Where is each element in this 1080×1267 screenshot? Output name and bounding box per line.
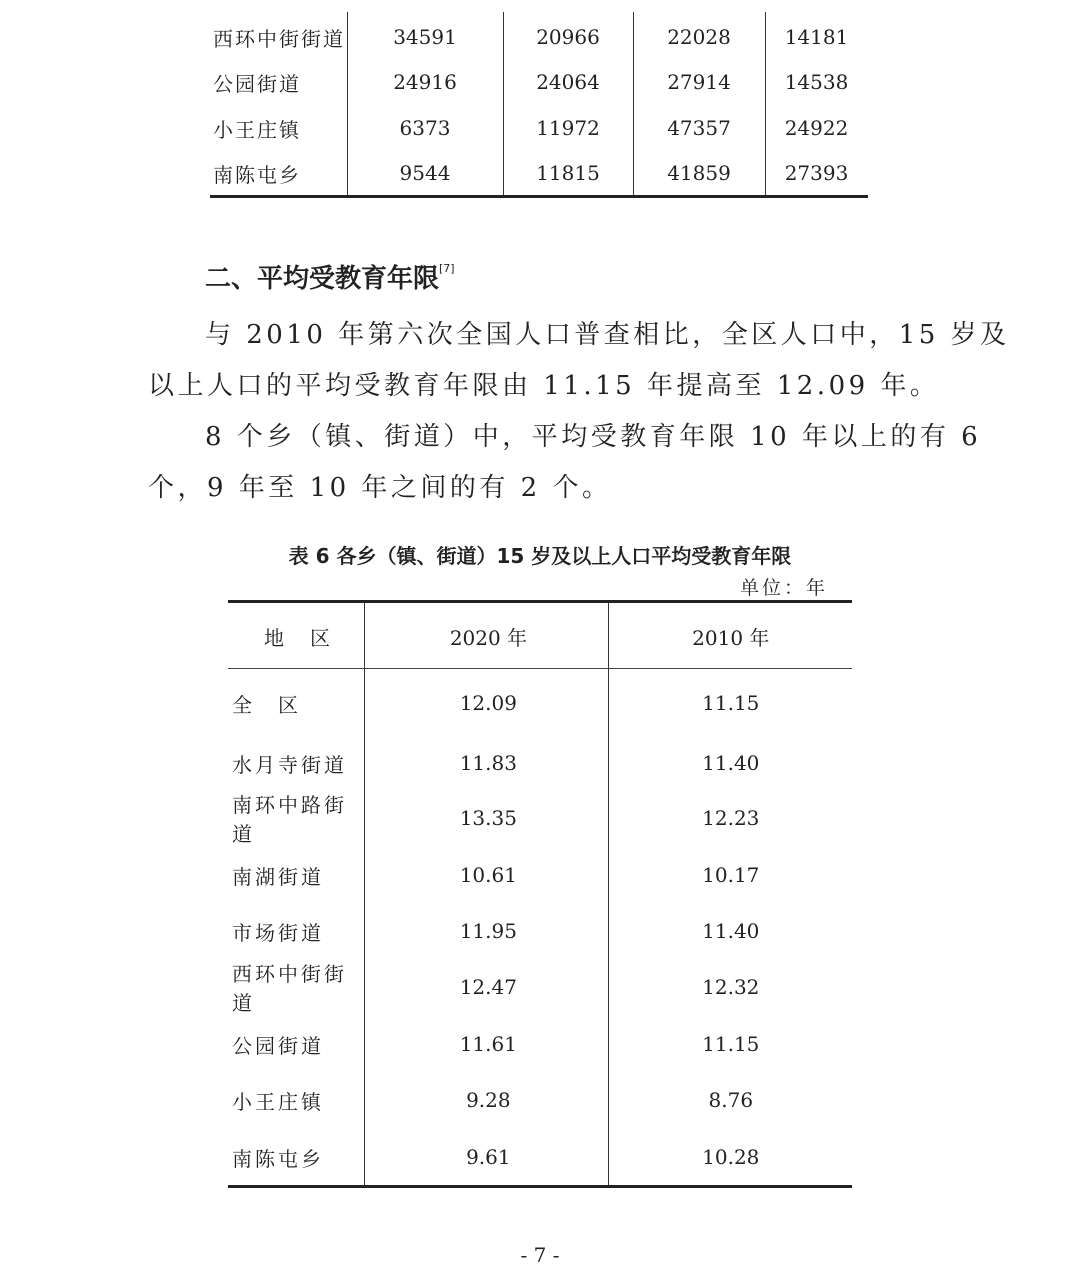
area-name: 南湖街道 bbox=[232, 864, 324, 889]
area-name: 西环中街街道 bbox=[213, 26, 345, 51]
table6-row bbox=[228, 1132, 852, 1182]
header-2020: 2020 年 bbox=[449, 625, 528, 650]
cell-value: 14181 bbox=[784, 25, 849, 49]
table6-row bbox=[228, 678, 852, 728]
area-name: 南环中路街道 bbox=[232, 793, 347, 846]
cell-value: 24064 bbox=[536, 70, 600, 94]
section-heading bbox=[205, 258, 455, 295]
page-number: - 7 - bbox=[520, 1243, 560, 1267]
footnote-marker: [7] bbox=[439, 262, 455, 275]
paragraph-line: 与 2010 年第六次全国人口普查相比，全区人口中，15 岁及 bbox=[205, 320, 1010, 350]
table5-row bbox=[213, 150, 868, 196]
cell-value: 12.09 bbox=[459, 691, 517, 715]
area-name: 小王庄镇 bbox=[232, 1089, 324, 1114]
cell-value: 9.61 bbox=[466, 1145, 511, 1169]
paragraph-line: 8 个乡（镇、街道）中，平均受教育年限 10 年以上的有 6 bbox=[205, 422, 982, 452]
cell-value: 12.23 bbox=[702, 806, 760, 830]
cell-value: 27914 bbox=[667, 70, 731, 94]
cell-value: 11.15 bbox=[702, 1032, 760, 1056]
cell-value: 11.40 bbox=[702, 751, 760, 775]
header-area: 地 区 bbox=[264, 625, 333, 650]
cell-value: 12.32 bbox=[702, 975, 760, 999]
cell-value: 8.76 bbox=[708, 1088, 754, 1112]
cell-value: 10.17 bbox=[702, 863, 760, 887]
cell-value: 22028 bbox=[667, 25, 731, 49]
table6-bottom-border bbox=[228, 1185, 852, 1188]
cell-value: 11.83 bbox=[459, 751, 517, 775]
cell-value: 47357 bbox=[667, 116, 731, 140]
area-name: 南陈屯乡 bbox=[232, 1146, 324, 1171]
table6-row bbox=[228, 738, 852, 788]
area-name: 全 区 bbox=[232, 692, 301, 717]
cell-value: 9.28 bbox=[466, 1088, 511, 1112]
table6-row bbox=[228, 1019, 852, 1069]
cell-value: 24916 bbox=[393, 70, 457, 94]
area-name: 水月寺街道 bbox=[232, 752, 347, 777]
cell-value: 6373 bbox=[399, 116, 451, 140]
header-2010: 2010 年 bbox=[692, 625, 770, 650]
cell-value: 20966 bbox=[536, 25, 600, 49]
area-name: 公园街道 bbox=[213, 71, 301, 96]
cell-value: 9544 bbox=[399, 161, 451, 185]
cell-value: 41859 bbox=[667, 161, 731, 185]
cell-value: 11.15 bbox=[702, 691, 760, 715]
table6-header-row bbox=[228, 611, 852, 661]
cell-value: 11815 bbox=[536, 161, 600, 185]
table6-row bbox=[228, 906, 852, 956]
heading-text: 二、平均受教育年限 bbox=[205, 264, 440, 294]
area-name: 公园街道 bbox=[232, 1033, 324, 1058]
table6-header-divider bbox=[228, 668, 852, 669]
area-name: 南陈屯乡 bbox=[213, 162, 301, 187]
cell-value: 13.35 bbox=[459, 806, 517, 830]
cell-value: 12.47 bbox=[459, 975, 517, 999]
cell-value: 34591 bbox=[393, 25, 457, 49]
area-name: 小王庄镇 bbox=[213, 117, 301, 142]
table6-row bbox=[228, 962, 852, 1015]
cell-value: 10.61 bbox=[459, 863, 517, 887]
table6-row bbox=[228, 793, 852, 846]
table6-unit: 单位：年 bbox=[740, 577, 829, 599]
table6-caption: 表 6 各乡（镇、街道）15 岁及以上人口平均受教育年限 bbox=[288, 544, 792, 568]
cell-value: 10.28 bbox=[702, 1145, 760, 1169]
paragraph-line: 以上人口的平均受教育年限由 11.15 年提高至 12.09 年。 bbox=[148, 371, 940, 401]
table6-row bbox=[228, 850, 852, 900]
area-name: 西环中街街道 bbox=[232, 962, 347, 1015]
cell-value: 11972 bbox=[536, 116, 600, 140]
table5-row bbox=[213, 59, 868, 105]
cell-value: 24922 bbox=[784, 116, 849, 140]
cell-value: 11.61 bbox=[459, 1032, 517, 1056]
cell-value: 14538 bbox=[784, 70, 849, 94]
table5-row bbox=[213, 14, 868, 60]
table6-top-border bbox=[228, 600, 852, 603]
table5-bottom-border bbox=[210, 195, 868, 198]
cell-value: 11.95 bbox=[459, 919, 517, 943]
area-name: 市场街道 bbox=[232, 920, 324, 945]
paragraph-line: 个，9 年至 10 年之间的有 2 个。 bbox=[148, 473, 612, 503]
table6-row bbox=[228, 1075, 852, 1125]
table5-row bbox=[213, 105, 868, 151]
cell-value: 11.40 bbox=[702, 919, 760, 943]
cell-value: 27393 bbox=[784, 161, 849, 185]
